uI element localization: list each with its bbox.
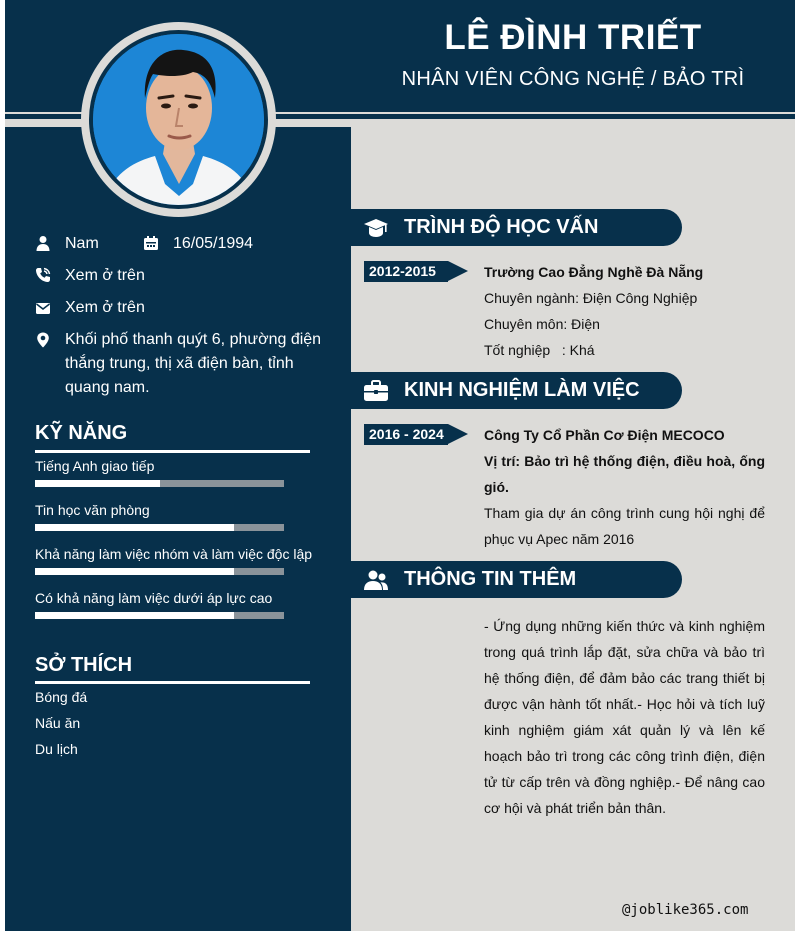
skill-bar-fill bbox=[35, 524, 234, 531]
user-icon bbox=[35, 235, 51, 251]
graduation-cap-icon bbox=[363, 215, 389, 241]
school-name: Trường Cao Đẳng Nghề Đà Nẵng bbox=[484, 264, 704, 280]
profile-photo bbox=[89, 30, 268, 209]
experience-title: KINH NGHIỆM LÀM VIỆC bbox=[404, 379, 640, 401]
skill-bar bbox=[35, 568, 284, 575]
additional-title: THÔNG TIN THÊM bbox=[404, 568, 577, 590]
map-pin-icon bbox=[35, 332, 51, 348]
additional-details bbox=[484, 613, 765, 821]
experience-banner bbox=[351, 372, 682, 409]
hobbies-rule bbox=[35, 681, 310, 684]
skills-rule bbox=[35, 450, 310, 453]
phone-icon bbox=[35, 267, 51, 283]
education-details bbox=[484, 259, 765, 363]
address-value: Khối phố thanh quýt 6, phường điện thắng trung, thị xã điện bàn, tỉnh quang nam. bbox=[65, 331, 322, 396]
education-period: 2012-2015 bbox=[364, 261, 448, 282]
job-title: NHÂN VIÊN CÔNG NGHỆ / BẢO TRÌ bbox=[401, 68, 745, 90]
watermark: @joblike365.com bbox=[622, 902, 749, 918]
additional-text: - Ứng dụng những kiến thức và kinh nghiệm trong quá trình lắp đặt, sửa chữa và bảo trì hệ thống điện, để đảm bảo các trang thiết bị được vận hành tốt nhất.- Học hỏi và tích luỹ kinh nghiệm giám xát quản lý và lên kế hoạch bảo trì trong các công trình điện, điện tử từ cấp trên và đồng nghiệp.- Để nâng cao cơ hội và phát triển bản thân. bbox=[484, 618, 765, 816]
position: Vị trí: Bảo trì hệ thống điện, điều hoà, ống gió. bbox=[484, 453, 765, 495]
dob-value: 16/05/1994 bbox=[173, 235, 254, 252]
skill-bar-fill bbox=[35, 480, 160, 487]
experience-description: Tham gia dự án công trình cung hội nghị để phục vụ Apec năm 2016 bbox=[484, 505, 765, 547]
graduation: Tốt nghiệp : Khá bbox=[484, 342, 595, 358]
email-value: Xem ở trên bbox=[65, 299, 145, 316]
envelope-icon bbox=[35, 300, 51, 316]
skill-bar bbox=[35, 524, 284, 531]
portrait-image bbox=[93, 34, 264, 205]
additional-banner bbox=[351, 561, 682, 598]
skill-label: Có khả năng làm việc dưới áp lực cao bbox=[35, 590, 273, 606]
hobby-item: Du lịch bbox=[35, 741, 78, 757]
skill-bar-fill bbox=[35, 612, 234, 619]
skill-bar bbox=[35, 612, 284, 619]
skill-label: Tin học văn phòng bbox=[35, 502, 150, 518]
skills-title: KỸ NĂNG bbox=[35, 422, 128, 444]
specialty: Chuyên môn: Điện bbox=[484, 316, 600, 332]
calendar-icon bbox=[143, 235, 159, 251]
skill-label: Khả năng làm việc nhóm và làm việc độc lập bbox=[35, 546, 313, 562]
hobby-item: Bóng đá bbox=[35, 689, 88, 705]
resume-page bbox=[5, 0, 795, 931]
company-name: Công Ty Cổ Phần Cơ Điện MECOCO bbox=[484, 427, 725, 443]
education-title: TRÌNH ĐỘ HỌC VẤN bbox=[404, 216, 599, 238]
experience-period: 2016 - 2024 bbox=[364, 424, 448, 445]
phone-value: Xem ở trên bbox=[65, 267, 145, 284]
hobby-item: Nấu ăn bbox=[35, 715, 81, 731]
major: Chuyên ngành: Điện Công Nghiệp bbox=[484, 290, 698, 306]
skill-label: Tiếng Anh giao tiếp bbox=[35, 458, 155, 474]
skill-bar bbox=[35, 480, 284, 487]
users-icon bbox=[363, 567, 389, 593]
skill-bar-fill bbox=[35, 568, 234, 575]
briefcase-icon bbox=[363, 378, 389, 404]
hobbies-title: SỞ THÍCH bbox=[35, 654, 133, 676]
experience-details bbox=[484, 422, 765, 552]
education-banner bbox=[351, 209, 682, 246]
gender-value: Nam bbox=[65, 235, 99, 252]
candidate-name: LÊ ĐÌNH TRIẾT bbox=[444, 18, 702, 57]
